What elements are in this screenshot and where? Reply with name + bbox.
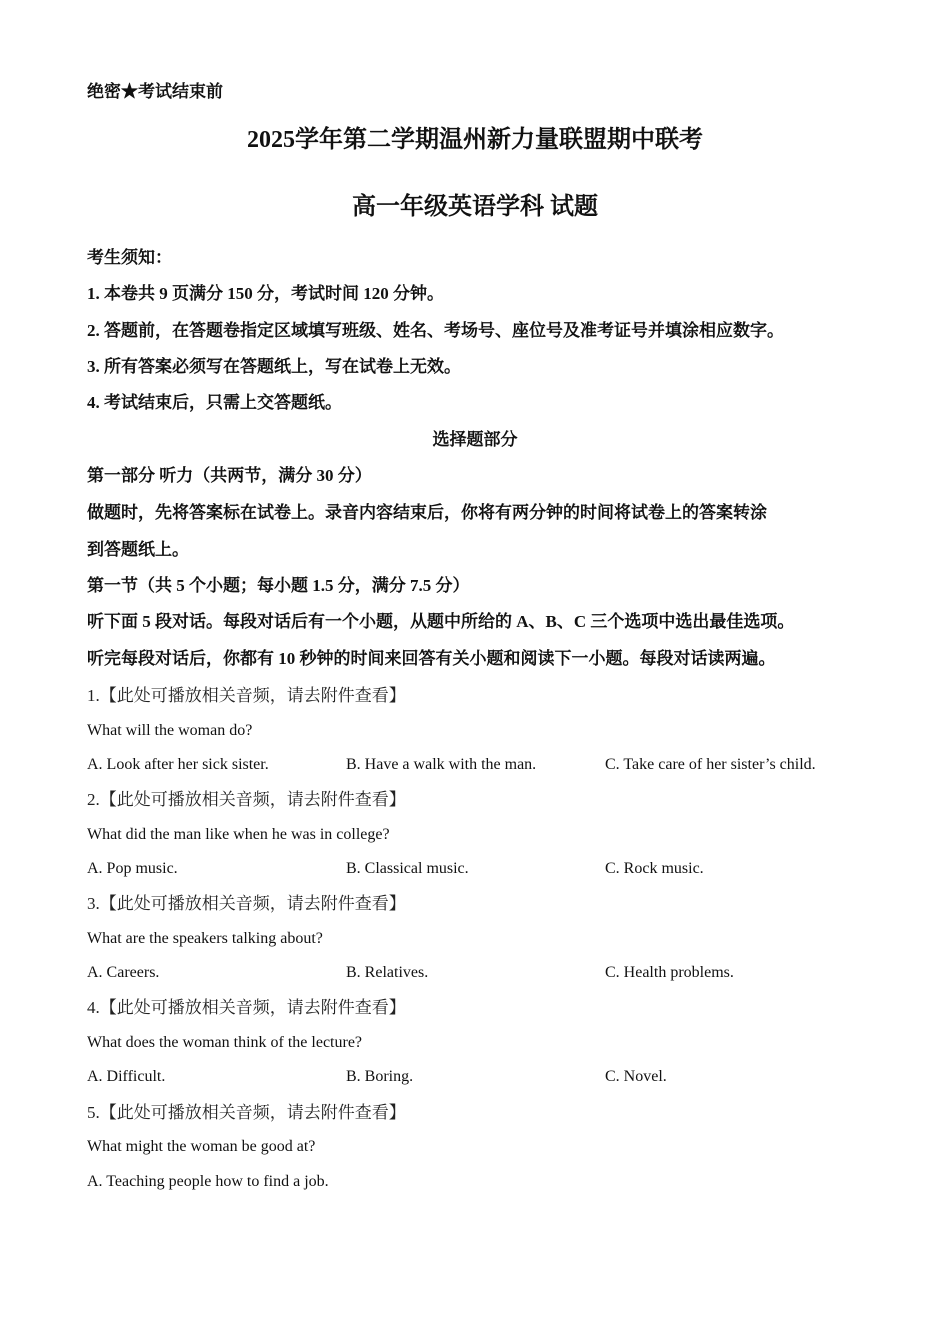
notice-item: 3. 所有答案必须写在答题纸上，写在试卷上无效。: [87, 357, 461, 376]
question-text: What are the speakers talking about?: [87, 930, 323, 947]
question-text: What will the woman do?: [87, 722, 253, 739]
subsection-heading: 第一节（共 5 个小题；每小题 1.5 分，满分 7.5 分）: [87, 576, 470, 595]
option-c: C. Novel.: [605, 1068, 667, 1085]
notice-item: 4. 考试结束后，只需上交答题纸。: [87, 393, 342, 412]
confidential-label: 绝密★考试结束前: [87, 82, 223, 101]
option-b: B. Boring.: [346, 1068, 414, 1085]
question-text: What might the woman be good at?: [87, 1138, 316, 1155]
option-a: A. Teaching people how to find a job.: [87, 1173, 329, 1190]
part-heading: 第一部分 听力（共两节，满分 30 分）: [87, 466, 372, 485]
section-label: 选择题部分: [432, 430, 518, 449]
option-b: B. Have a walk with the man.: [346, 756, 537, 773]
subsection-instruction: 听下面 5 段对话。每段对话后有一个小题，从题中所给的 A、B、C 三个选项中选出最佳选项。: [87, 612, 795, 631]
option-a: A. Careers.: [87, 964, 160, 981]
audio-placeholder[interactable]: 5.【此处可播放相关音频，请去附件查看】: [87, 1103, 406, 1122]
part-instruction: 做题时，先将答案标在试卷上。录音内容结束后，你将有两分钟的时间将试卷上的答案转涂: [87, 503, 767, 522]
notice-item: 1. 本卷共 9 页满分 150 分，考试时间 120 分钟。: [87, 284, 444, 303]
option-b: B. Relatives.: [346, 964, 429, 981]
audio-placeholder[interactable]: 3.【此处可播放相关音频，请去附件查看】: [87, 894, 406, 913]
option-c: C. Rock music.: [605, 860, 704, 877]
audio-placeholder[interactable]: 2.【此处可播放相关音频，请去附件查看】: [87, 790, 406, 809]
audio-placeholder[interactable]: 4.【此处可播放相关音频，请去附件查看】: [87, 998, 406, 1017]
notice-heading: 考生须知：: [87, 248, 172, 267]
exam-subtitle: 高一年级英语学科 试题: [352, 194, 598, 220]
option-b: B. Classical music.: [346, 860, 469, 877]
notice-item: 2. 答题前，在答题卷指定区域填写班级、姓名、考场号、座位号及准考证号并填涂相应数字。: [87, 321, 784, 340]
question-text: What did the man like when he was in college?: [87, 826, 390, 843]
subsection-instruction: 听完每段对话后，你都有 10 秒钟的时间来回答有关小题和阅读下一小题。每段对话读两遍。: [87, 649, 776, 668]
option-a: A. Difficult.: [87, 1068, 166, 1085]
audio-placeholder[interactable]: 1.【此处可播放相关音频，请去附件查看】: [87, 686, 406, 705]
exam-title: 2025学年第二学期温州新力量联盟期中联考: [247, 127, 703, 153]
option-c: C. Take care of her sister’s child.: [605, 756, 816, 773]
question-text: What does the woman think of the lecture?: [87, 1034, 363, 1051]
part-instruction: 到答题纸上。: [87, 540, 189, 559]
option-a: A. Pop music.: [87, 860, 178, 877]
option-a: A. Look after her sick sister.: [87, 756, 269, 773]
option-c: C. Health problems.: [605, 964, 734, 981]
